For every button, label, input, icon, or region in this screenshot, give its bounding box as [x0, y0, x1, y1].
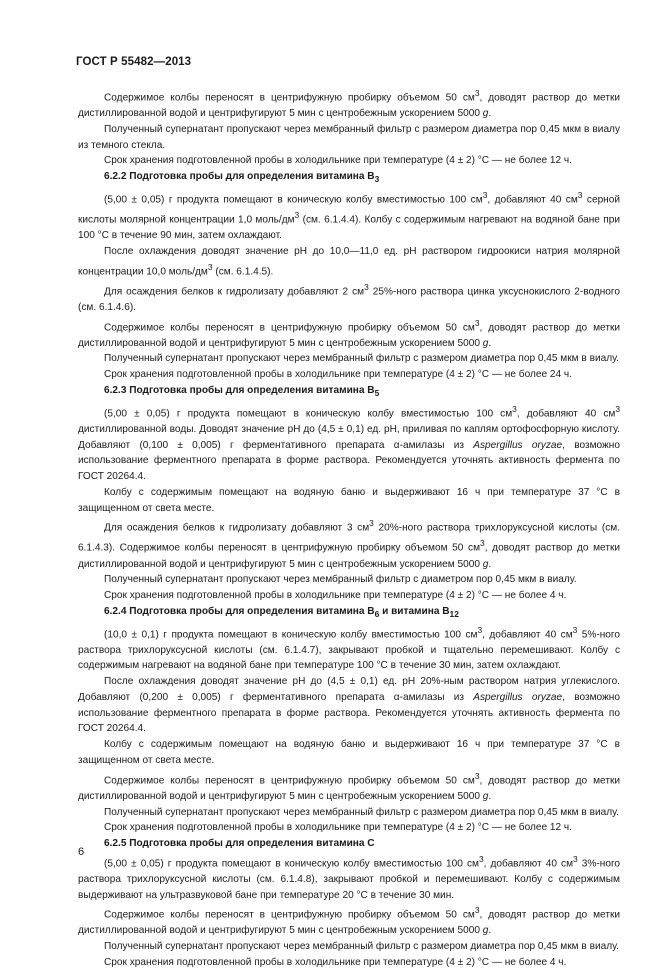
body-paragraph: Срок хранения подготовленной пробы в холодильнике при температуре (4 ± 2) °С — не более 12 ч. — [104, 155, 572, 167]
body-paragraph: Срок хранения подготовленной пробы в холодильнике при температуре (4 ± 2) °С — не более 4 ч. — [104, 956, 567, 968]
body-paragraph: Для осаждения белков к гидролизату добавляют 2 $см^3$ 25%-ного раствора цинка уксуснокислого 2-водного (см. 6.1.4.6). — [78, 281, 620, 313]
body-paragraph: Полученный супернатант пропускают через мембранный фильтр с размером диаметра пор 0,45 мкм в виалу. — [104, 941, 619, 953]
body-paragraph: Срок хранения подготовленной пробы в холодильнике при температуре (4 ± 2) °С — не более 24 ч. — [104, 369, 572, 381]
section-heading: 6.2.5 Подготовка пробы для определения витамина С — [104, 838, 375, 849]
body-paragraph: Содержимое колбы переносят в центрифужную пробирку объемом 50 $см^3$, доводят раствор до метки дистиллированной водой и центрифугируют 5 мин с центробежным ускорением 5000 g. — [78, 905, 620, 937]
body-paragraph: (5,00 ± 0,05) г продукта помещают в коническую колбу вместимостью 100 $см^3$, добавляют 40 $см^3$ дистиллированной воды. Доводят значение рН до (4,5 ± 0,1) ед. рН, приливая по каплям ортофосфорную кислоту. Добавляют (0,100 ± 0,005) г ферментативного препарата α-амилазы из Aspergillus oryzae, возможно использование ферментного препарата в форме раствора. Рекомендуется уточнять активность фермента по ГОСТ 20264.4. — [78, 403, 621, 483]
section-heading: 6.2.4 Подготовка пробы для определения витамина $В_6$ и витамина $В_{12}$ — [104, 605, 459, 619]
body-paragraph: Полученный супернатант пропускают через мембранный фильтр с размером диаметра пор 0,45 мкм в виалу. — [104, 806, 619, 818]
document-body — [78, 86, 620, 971]
body-paragraph: (10,0 ± 0,1) г продукта помещают в коническую колбу вместимостью 100 $см^3$, добавляют 40 $см^3$ 5%-ного раствора трихлоруксусной кислоты (см. 6.1.4.7), закрывают пробкой и тщательно перемешивают. Колбу с содержимым нагревают на водяной бане при температуре 100 °С в течение 30 мин, затем охлаждают. — [78, 624, 620, 672]
body-paragraph: Полученный супернатант пропускают через мембранный фильтр с размером диаметра пор 0,45 мкм в виалу. — [104, 353, 619, 365]
body-paragraph: Полученный супернатант пропускают через мембранный фильтр с диаметром пор 0,45 мкм в виалу. — [104, 574, 577, 586]
page-number: 6 — [78, 846, 85, 858]
body-paragraph: Колбу с содержимым помещают на водяную баню и выдерживают 16 ч при температуре 37 °С в защищенном от света месте. — [78, 486, 620, 514]
body-paragraph: Полученный супернатант пропускают через мембранный фильтр с размером диаметра пор 0,45 мкм в виалу из темного стекла. — [78, 123, 620, 151]
body-paragraph: После охлаждения доводят значение рН до 10,0—11,0 ед. рН раствором гидроокиси натрия молярной концентрации 10,0 моль/$дм^3$ (см. 6.1.4.5). — [78, 245, 620, 277]
section-heading: 6.2.3 Подготовка пробы для определения витамина $В_5$ — [104, 384, 380, 398]
standard-header: ГОСТ Р 55482—2013 — [76, 56, 192, 68]
body-paragraph: (5,00 ± 0,05) г продукта помещают в коническую колбу вместимостью 100 $см^3$, добавляют 40 $см^3$ 3%-ного раствора трихлоруксусной кислоты (см. 6.1.4.8), закрывают пробкой и перемешивают. Колбу с содержимым выдерживают на ультразвуковой бане при температуре 20 °С в течение 30 мин. — [78, 853, 621, 901]
section-heading: 6.2.2 Подготовка пробы для определения витамина $В_3$ — [104, 171, 380, 185]
body-paragraph: После охлаждения доводят значение рН до (4,5 ± 0,1) ед. рН 20%-ным раствором натрия углекислого. Добавляют (0,200 ± 0,005) г ферментативного препарата α-амилазы из Aspergillus oryzae, возможно использование ферментного препарата в форме раствора. Рекомендуется уточнять активность фермента по ГОСТ 20264.4. — [78, 676, 620, 735]
body-paragraph: Колбу с содержимым помещают на водяную баню и выдерживают 16 ч при температуре 37 °С в защищенном от света месте. — [78, 739, 620, 766]
body-paragraph: (5,00 ± 0,05) г продукта помещают в коническую колбу вместимостью 100 $см^3$, добавляют 40 $см^3$ серной кислоты молярной концентрации 1,0 моль/$дм^3$ (см. 6.1.4.4). Колбу с содержимым нагревают на водяной бане при 100 °С в течение 90 мин, затем охлаждают. — [78, 189, 621, 242]
body-paragraph: Содержимое колбы переносят в центрифужную пробирку объемом 50 $см^3$, доводят раствор до метки дистиллированной водой и центрифугируют 5 мин с центробежным ускорением 5000 g. — [78, 770, 620, 802]
body-paragraph: Срок хранения подготовленной пробы в холодильнике при температуре (4 ± 2) °С — не более 12 ч. — [104, 822, 572, 834]
body-paragraph: Срок хранения подготовленной пробы в холодильнике при температуре (4 ± 2) °С — не более 4 ч. — [104, 590, 567, 602]
body-paragraph: Содержимое колбы переносят в центрифужную пробирку объемом 50 $см^3$, доводят раствор до метки дистиллированной водой и центрифугируют 5 мин с центробежным ускорением 5000 g. — [78, 88, 620, 120]
body-paragraph: Для осаждения белков к гидролизату добавляют 3 $см^3$ 20%-ного раствора трихлоруксусной кислоты (см. 6.1.4.3). Содержимое колбы переносят в центрифужную пробирку объемом 50 $см^3$, доводят раствор до метки дистиллированной водой и центрифугируют 5 мин с центробежным ускорением 5000 g. — [78, 518, 621, 570]
body-paragraph: Содержимое колбы переносят в центрифужную пробирку объемом 50 $см^3$, доводят раствор до метки дистиллированной водой и центрифугируют 5 мин с центробежным ускорением 5000 g. — [78, 317, 620, 349]
